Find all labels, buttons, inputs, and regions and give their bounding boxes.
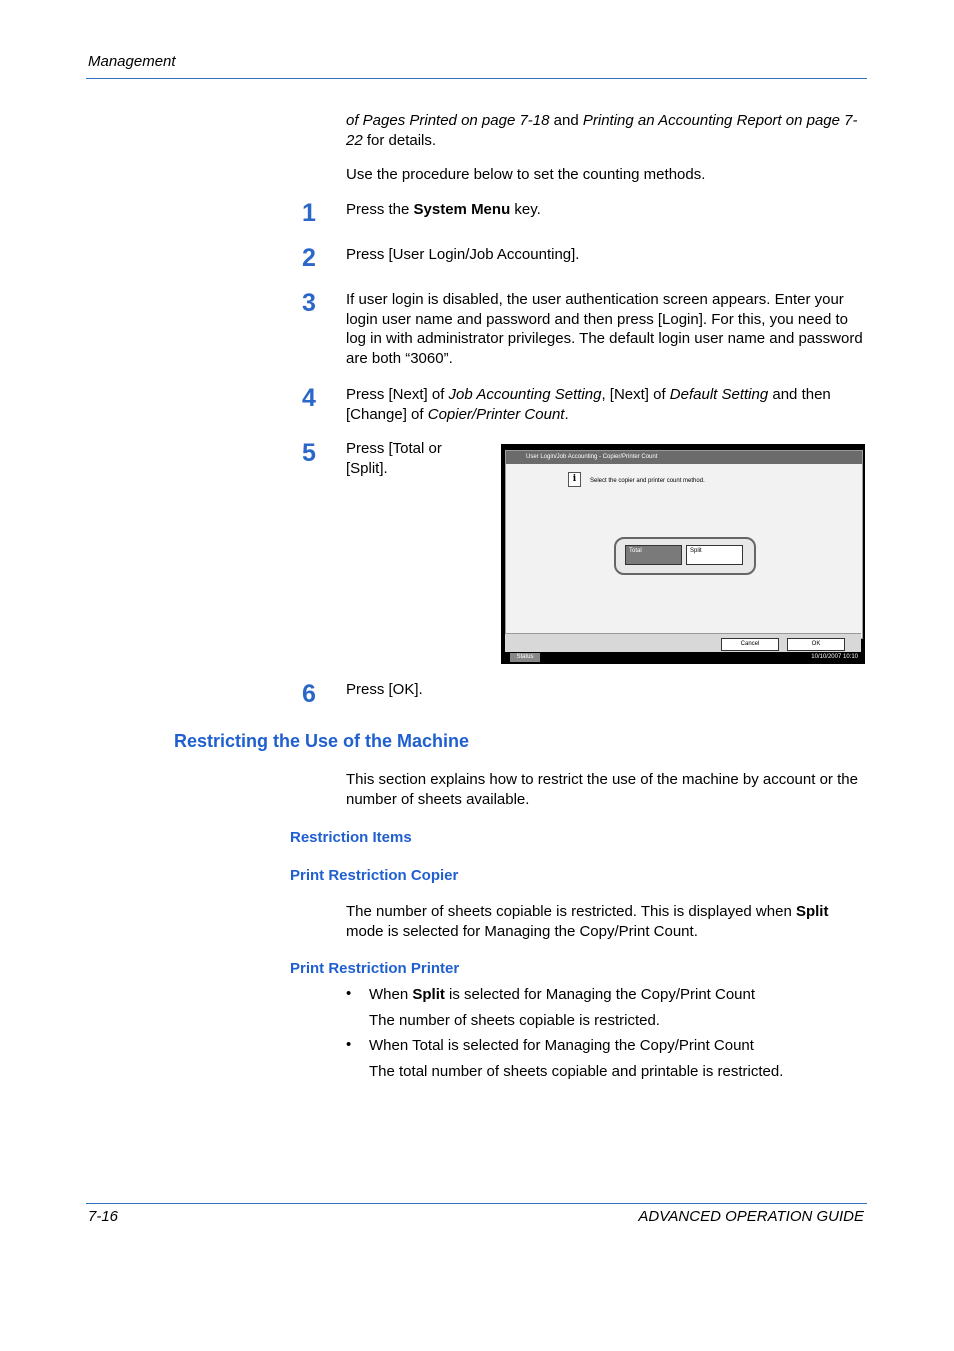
copier-restriction-text: The number of sheets copiable is restricted. This is displayed when Split mode is selected for Managing the Copy/Print Count.	[346, 903, 829, 940]
printer-restriction-heading: Print Restriction Printer	[290, 960, 460, 977]
step-text-5: Press [Total or [Split].	[346, 440, 442, 477]
copier-restriction-heading: Print Restriction Copier	[290, 867, 459, 884]
step-text-2: Press [User Login/Job Accounting].	[346, 246, 580, 263]
intro-paragraph: of Pages Printed on page 7-18 and Printing an Accounting Report on page 7-22 for details.	[346, 112, 858, 149]
ref-pages-printed: of Pages Printed on page 7-18	[346, 112, 550, 129]
step-text-1: Press the System Menu key.	[346, 201, 541, 218]
bullet-split: When Split is selected for Managing the Copy/Print Count	[369, 986, 756, 1003]
bullet-split-detail: The number of sheets copiable is restricted.	[369, 1012, 660, 1029]
cancel-button[interactable]: Cancel	[721, 638, 779, 651]
footer-rule	[86, 1203, 867, 1204]
procedure-intro: Use the procedure below to set the counting methods.	[346, 166, 706, 183]
screen-clock: 10/10/2007 10:10	[811, 654, 858, 660]
guide-title: ADVANCED OPERATION GUIDE	[638, 1208, 864, 1225]
screen-button-bar	[505, 633, 861, 652]
restriction-items-heading: Restriction Items	[290, 829, 412, 846]
bullet-total: When Total is selected for Managing the Copy/Print Count	[369, 1037, 754, 1054]
status-button[interactable]: Status	[510, 653, 540, 662]
screen-title: User Login/Job Accounting - Copier/Printer Count	[506, 451, 862, 464]
page-number: 7-16	[88, 1208, 119, 1225]
step-number-6: 6	[302, 680, 316, 708]
screen-body	[505, 450, 863, 639]
bullet-total-detail: The total number of sheets copiable and printable is restricted.	[369, 1063, 784, 1080]
running-header: Management	[88, 53, 176, 70]
section-intro: This section explains how to restrict the use of the machine by account or the number of sheets available.	[346, 771, 858, 808]
info-icon: i	[568, 472, 581, 487]
split-button[interactable]: Split	[686, 545, 743, 565]
step-number-4: 4	[302, 384, 316, 412]
step-text-3: If user login is disabled, the user authentication screen appears. Enter your login user name and password and then press [Login]. For this, you need to log in with administrator privileges. The default login user name and password are both “3060”.	[346, 291, 863, 367]
count-method-group	[614, 537, 756, 575]
total-button[interactable]: Total	[625, 545, 682, 565]
panel-screenshot	[501, 444, 865, 664]
step-number-3: 3	[302, 289, 316, 317]
screen-message: Select the copier and printer count method.	[590, 478, 705, 484]
bullet-marker: •	[346, 1036, 352, 1053]
ref-accounting-report: Printing an Accounting Report on page 7-22	[346, 112, 858, 149]
step-text-6: Press [OK].	[346, 681, 423, 698]
bullet-marker: •	[346, 985, 352, 1002]
step-number-5: 5	[302, 439, 316, 467]
header-rule	[86, 78, 867, 79]
step-number-2: 2	[302, 244, 316, 272]
section-heading: Restricting the Use of the Machine	[174, 731, 470, 751]
step-number-1: 1	[302, 199, 316, 227]
ok-button[interactable]: OK	[787, 638, 845, 651]
step-text-4: Press [Next] of Job Accounting Setting, [Next] of Default Setting and then [Change] of Copier/Printer Count.	[346, 386, 831, 423]
